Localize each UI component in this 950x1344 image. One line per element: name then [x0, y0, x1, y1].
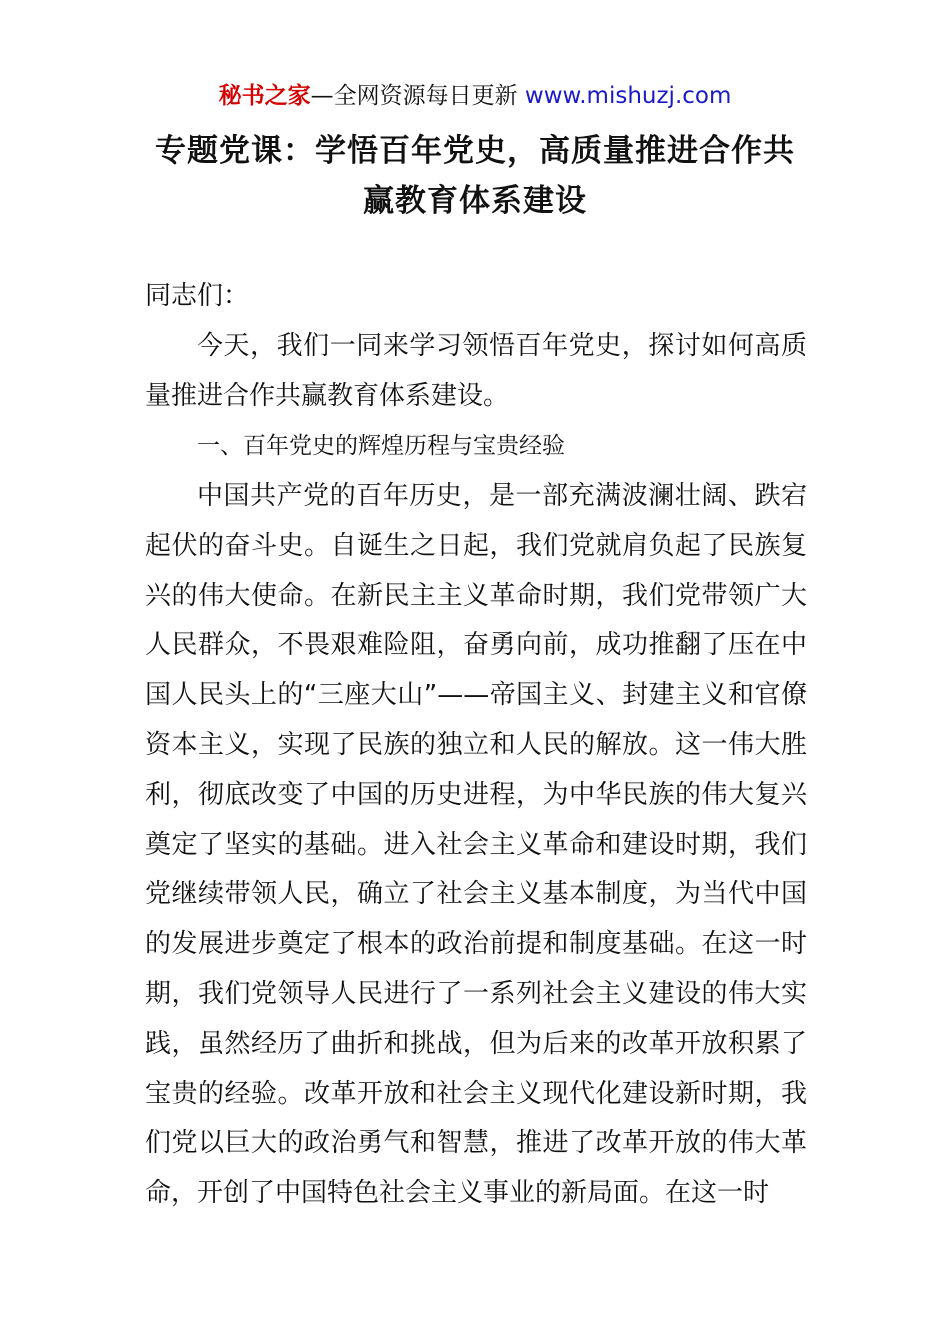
brand-name: 秘书之家: [218, 83, 311, 109]
body-paragraph-text: 中国共产党的百年历史，是一部充满波澜壮阔、跌宕起伏的奋斗史。自诞生之日起，我们党就肩负起了民族复兴的伟大使命。在新民主主义革命时期，我们党带领广大人民群众，不畏艰难险阻，奋勇向前，成功推翻了压在中国人民头上的“三座大山”——帝国主义、封建主义和官僚资本主义，实现了民族的独立和人民的解放。这一伟大胜利，彻底改变了中国的历史进程，为中华民族的伟大复兴奠定了坚实的基础。进入社会主义革命和建设时期，我们党继续带领人民，确立了社会主义基本制度，为当代中国的发展进步奠定了根本的政治前提和制度基础。在这一时期，我们党领导人民进行了一系列社会主义建设的伟大实践，虽然经历了曲折和挑战，但为后来的改革开放积累了宝贵的经验。改革开放和社会主义现代化建设新时期，我们党以巨大的政治勇气和智慧，推进了改革开放的伟大革命，开创了中国特色社会主义事业的新局面。在这一时: [145, 481, 807, 1209]
title-line-1: 专题党课：学悟百年党史，高质量推进合作共: [155, 133, 795, 169]
intro-text: 今天，我们一同来学习领悟百年党史，探讨如何高质量推进合作共赢教育体系建设。: [145, 331, 807, 411]
section-heading: [145, 422, 807, 472]
section-heading-text: 一、百年党史的辉煌历程与宝贵经验: [197, 433, 565, 459]
intro-paragraph: [145, 322, 807, 422]
site-banner: [0, 80, 950, 112]
body-paragraph: [145, 472, 807, 1219]
banner-tagline: —全网资源每日更新: [310, 83, 525, 109]
salutation: [145, 272, 807, 322]
title-line-2: 赢教育体系建设: [363, 183, 587, 219]
document-title: [100, 126, 850, 226]
salutation-text: 同志们：: [145, 281, 250, 311]
site-url-link[interactable]: www.mishuzj.com: [524, 83, 732, 109]
